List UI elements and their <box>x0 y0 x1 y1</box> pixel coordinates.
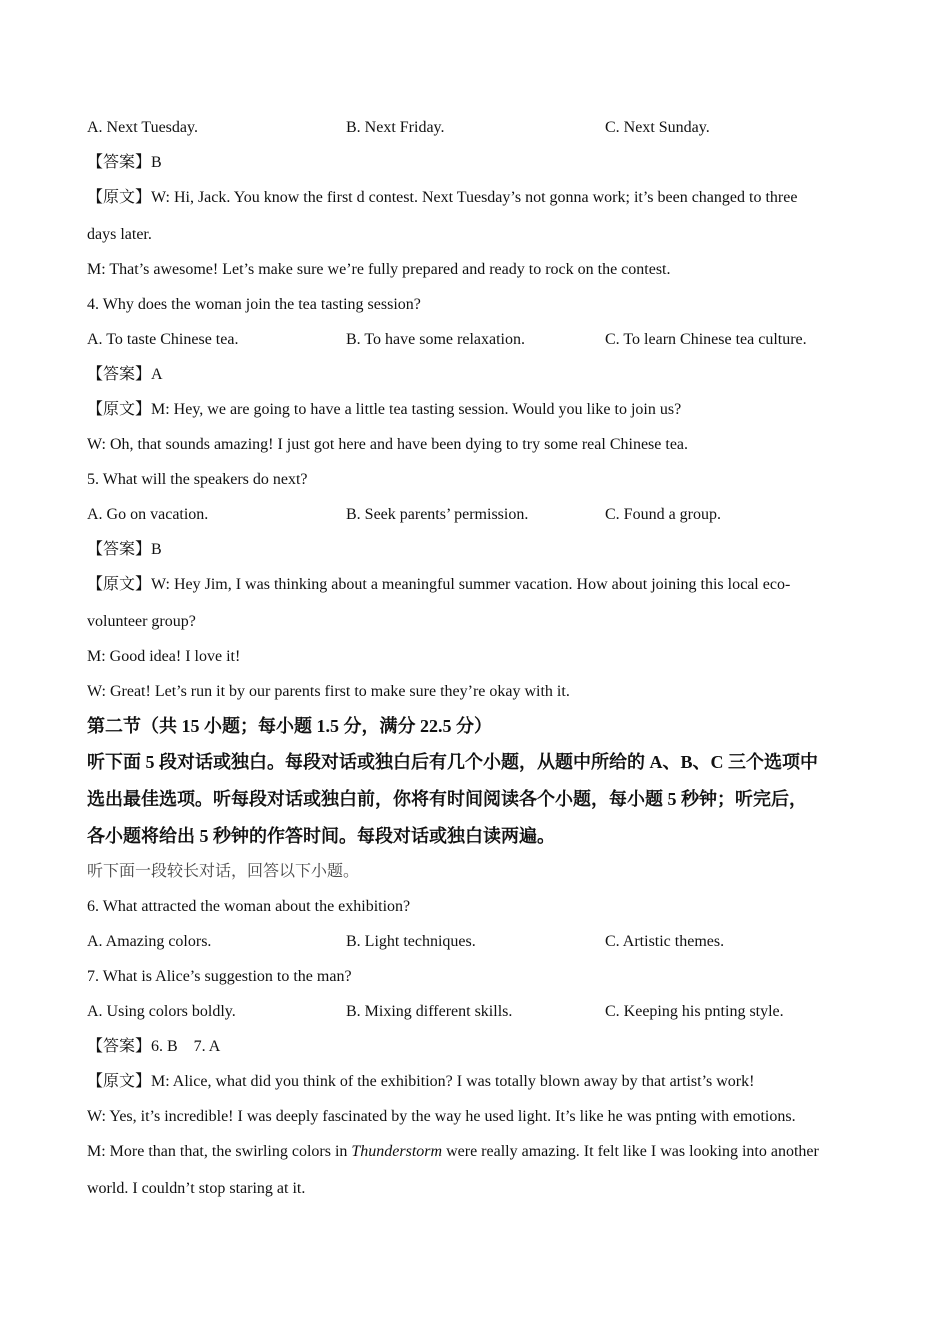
q3-option-b: B. Next Friday. <box>346 119 445 136</box>
section-instructions: 选出最佳选项。听每段对话或独白前，你将有时间阅读各个小题，每小题 5 秒钟；听完后， <box>87 789 807 809</box>
q4-answer: 【答案】A <box>87 366 163 383</box>
q5-script-line: W: Great! Let’s run it by our parents first to make sure they’re okay with it. <box>87 683 570 700</box>
section-instructions: 各小题将给出 5 秒钟的作答时间。每段对话或独白读两遍。 <box>87 826 555 846</box>
q4-option-a: A. To taste Chinese tea. <box>87 331 239 348</box>
painting-title: Thunderstorm <box>351 1143 443 1160</box>
q5-option-b: B. Seek parents’ permission. <box>346 506 529 523</box>
q5-script-line: 【原文】W: Hey Jim, I was thinking about a meaningful summer vacation. How about joining this local eco- <box>87 576 791 593</box>
q5-question: 5. What will the speakers do next? <box>87 471 308 488</box>
q6-options <box>87 932 867 952</box>
q5-script-line: M: Good idea! I love it! <box>87 648 241 665</box>
q7-option-a: A. Using colors boldly. <box>87 1003 236 1020</box>
section-heading: 第二节（共 15 小题；每小题 1.5 分，满分 22.5 分） <box>87 716 492 736</box>
q6-option-a: A. Amazing colors. <box>87 933 212 950</box>
section-intro: 听下面一段较长对话，回答以下小题。 <box>87 863 360 880</box>
q7-question: 7. What is Alice’s suggestion to the man? <box>87 968 352 985</box>
q67-script-text: were really amazing. It felt like I was looking into another <box>442 1143 819 1160</box>
q3-option-c: C. Next Sunday. <box>605 119 710 136</box>
q4-options <box>87 330 867 350</box>
q67-script-text: M: More than that, the swirling colors in <box>87 1143 352 1160</box>
q7-option-c: C. Keeping his pnting style. <box>605 1003 784 1020</box>
q5-script-line: volunteer group? <box>87 613 196 630</box>
q7-option-b: B. Mixing different skills. <box>346 1003 513 1020</box>
q67-script-line: W: Yes, it’s incredible! I was deeply fascinated by the way he used light. It’s like he was pnting with emotions. <box>87 1108 796 1125</box>
q3-options <box>87 118 867 138</box>
q3-answer: 【答案】B <box>87 154 162 171</box>
section-instructions: 听下面 5 段对话或独白。每段对话或独白后有几个小题，从题中所给的 A、B、C 三个选项中 <box>87 752 818 772</box>
q3-script-line: M: That’s awesome! Let’s make sure we’re fully prepared and ready to rock on the contest. <box>87 261 671 278</box>
q6-option-c: C. Artistic themes. <box>605 933 725 950</box>
q67-script-line: 【原文】M: Alice, what did you think of the exhibition? I was totally blown away by that artist’s work! <box>87 1073 755 1090</box>
q6-option-b: B. Light techniques. <box>346 933 476 950</box>
q4-option-c: C. To learn Chinese tea culture. <box>605 331 807 348</box>
q67-answer: 【答案】6. B 7. A <box>87 1038 221 1055</box>
q5-options <box>87 505 867 525</box>
q5-option-c: C. Found a group. <box>605 506 721 523</box>
document-page <box>87 118 867 1199</box>
q6-question: 6. What attracted the woman about the exhibition? <box>87 898 411 915</box>
q3-option-a: A. Next Tuesday. <box>87 119 198 136</box>
q5-answer: 【答案】B <box>87 541 162 558</box>
q4-script-line: W: Oh, that sounds amazing! I just got here and have been dying to try some real Chinese tea. <box>87 436 689 453</box>
q4-script-line: 【原文】M: Hey, we are going to have a little tea tasting session. Would you like to join us? <box>87 401 682 418</box>
q4-option-b: B. To have some relaxation. <box>346 331 525 348</box>
q7-options <box>87 1002 867 1022</box>
q3-script-line: days later. <box>87 226 152 243</box>
q3-script-line: 【原文】W: Hi, Jack. You know the first d contest. Next Tuesday’s not gonna work; it’s been changed to three <box>87 189 798 206</box>
q67-script-line: world. I couldn’t stop staring at it. <box>87 1180 306 1197</box>
q67-script-line <box>87 1142 867 1162</box>
q4-question: 4. Why does the woman join the tea tasting session? <box>87 296 421 313</box>
q5-option-a: A. Go on vacation. <box>87 506 209 523</box>
